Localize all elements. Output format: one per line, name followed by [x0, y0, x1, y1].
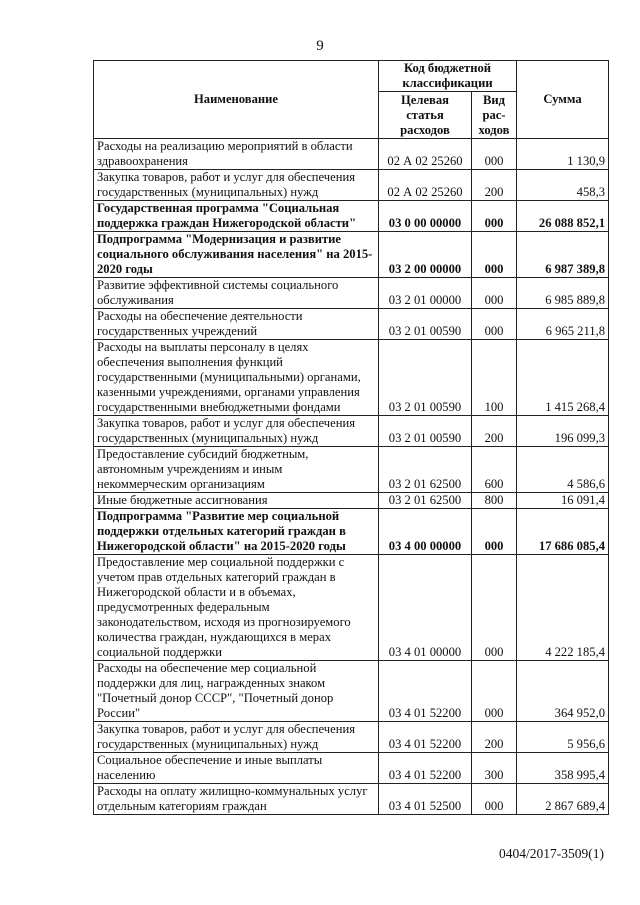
- row-amount: 358 995,4: [517, 753, 609, 784]
- row-expense-type: 000: [472, 784, 517, 815]
- row-target-article: 03 2 01 62500: [379, 493, 472, 509]
- row-amount: 6 987 389,8: [517, 232, 609, 278]
- row-name: Предоставление субсидий бюджетным, автономным учреждениям и иным некоммерческим организациям: [94, 447, 379, 493]
- row-name: Подпрограмма "Развитие мер социальной поддержки отдельных категорий граждан в Нижегородской области" на 2015-2020 годы: [94, 509, 379, 555]
- row-target-article: 03 2 01 00000: [379, 278, 472, 309]
- table-row: [94, 447, 609, 493]
- row-target-article: 02 А 02 25260: [379, 139, 472, 170]
- row-expense-type: 600: [472, 447, 517, 493]
- row-name: Закупка товаров, работ и услуг для обеспечения государственных (муниципальных) нужд: [94, 170, 379, 201]
- row-name: Расходы на реализацию мероприятий в области здравоохранения: [94, 139, 379, 170]
- row-amount: 6 985 889,8: [517, 278, 609, 309]
- table-row: [94, 340, 609, 416]
- table-row: [94, 278, 609, 309]
- row-expense-type: 000: [472, 278, 517, 309]
- row-expense-type: 000: [472, 661, 517, 722]
- row-expense-type: 200: [472, 416, 517, 447]
- table-row: [94, 139, 609, 170]
- row-amount: 6 965 211,8: [517, 309, 609, 340]
- row-amount: 16 091,4: [517, 493, 609, 509]
- row-name: Предоставление мер социальной поддержки с учетом прав отдельных категорий граждан в Нижегородской области и в объемах, предусмотренных федеральным законодательством, исходя из прогнозируемого количества граждан, нуждающихся в мерах социальной поддержки: [94, 555, 379, 661]
- page-number: 9: [316, 38, 324, 54]
- table-row: [94, 753, 609, 784]
- row-amount: 1 415 268,4: [517, 340, 609, 416]
- table-header: [94, 61, 609, 139]
- row-expense-type: 000: [472, 309, 517, 340]
- table-row: [94, 493, 609, 509]
- row-amount: 17 686 085,4: [517, 509, 609, 555]
- table-row: [94, 416, 609, 447]
- row-name: Развитие эффективной системы социального обслуживания: [94, 278, 379, 309]
- row-expense-type: 000: [472, 555, 517, 661]
- row-amount: 1 130,9: [517, 139, 609, 170]
- row-target-article: 03 4 01 52200: [379, 722, 472, 753]
- row-expense-type: 000: [472, 201, 517, 232]
- row-amount: 364 952,0: [517, 661, 609, 722]
- row-expense-type: 000: [472, 509, 517, 555]
- row-name: Иные бюджетные ассигнования: [94, 493, 379, 509]
- row-name: Подпрограмма "Модернизация и развитие социального обслуживания населения" на 2015-2020 годы: [94, 232, 379, 278]
- row-amount: 2 867 689,4: [517, 784, 609, 815]
- row-amount: 4 222 185,4: [517, 555, 609, 661]
- table-row: [94, 661, 609, 722]
- row-name: Расходы на обеспечение мер социальной поддержки для лиц, награжденных знаком "Почетный донор СССР", "Почетный донор России": [94, 661, 379, 722]
- row-name: Расходы на обеспечение деятельности государственных учреждений: [94, 309, 379, 340]
- row-amount: 4 586,6: [517, 447, 609, 493]
- header-budget-code: Код бюджетной классификации: [379, 61, 517, 92]
- row-expense-type: 800: [472, 493, 517, 509]
- row-amount: 5 956,6: [517, 722, 609, 753]
- table-row: [94, 722, 609, 753]
- row-target-article: 03 2 01 00590: [379, 309, 472, 340]
- row-target-article: 03 2 00 00000: [379, 232, 472, 278]
- document-id: 0404/2017-3509(1): [499, 846, 604, 861]
- row-target-article: 03 4 01 00000: [379, 555, 472, 661]
- table-row: [94, 170, 609, 201]
- header-amount: Сумма: [517, 61, 609, 139]
- table-row: [94, 232, 609, 278]
- row-target-article: 02 А 02 25260: [379, 170, 472, 201]
- budget-table: [93, 60, 609, 815]
- header-expense-type: Вид рас-ходов: [472, 92, 517, 139]
- row-target-article: 03 2 01 00590: [379, 416, 472, 447]
- row-name: Расходы на оплату жилищно-коммунальных услуг отдельным категориям граждан: [94, 784, 379, 815]
- row-expense-type: 100: [472, 340, 517, 416]
- row-target-article: 03 2 01 62500: [379, 447, 472, 493]
- row-amount: 196 099,3: [517, 416, 609, 447]
- row-target-article: 03 4 01 52200: [379, 661, 472, 722]
- row-amount: 458,3: [517, 170, 609, 201]
- row-name: Социальное обеспечение и иные выплаты населению: [94, 753, 379, 784]
- table-row: [94, 309, 609, 340]
- table-row: [94, 201, 609, 232]
- row-target-article: 03 4 01 52200: [379, 753, 472, 784]
- table-row: [94, 784, 609, 815]
- row-name: Закупка товаров, работ и услуг для обеспечения государственных (муниципальных) нужд: [94, 722, 379, 753]
- row-expense-type: 000: [472, 232, 517, 278]
- header-name: Наименование: [94, 61, 379, 139]
- row-target-article: 03 4 00 00000: [379, 509, 472, 555]
- table-row: [94, 509, 609, 555]
- row-target-article: 03 4 01 52500: [379, 784, 472, 815]
- row-expense-type: 300: [472, 753, 517, 784]
- table-body: [94, 139, 609, 815]
- row-expense-type: 200: [472, 722, 517, 753]
- row-expense-type: 000: [472, 139, 517, 170]
- row-name: Расходы на выплаты персоналу в целях обеспечения выполнения функций государственными (муниципальными) органами, казенными учреждениями, органами управления государственными внебюджетными фондами: [94, 340, 379, 416]
- table-row: [94, 555, 609, 661]
- header-target-article: Целевая статья расходов: [379, 92, 472, 139]
- row-amount: 26 088 852,1: [517, 201, 609, 232]
- row-target-article: 03 2 01 00590: [379, 340, 472, 416]
- row-expense-type: 200: [472, 170, 517, 201]
- row-name: Государственная программа "Социальная поддержка граждан Нижегородской области": [94, 201, 379, 232]
- row-name: Закупка товаров, работ и услуг для обеспечения государственных (муниципальных) нужд: [94, 416, 379, 447]
- row-target-article: 03 0 00 00000: [379, 201, 472, 232]
